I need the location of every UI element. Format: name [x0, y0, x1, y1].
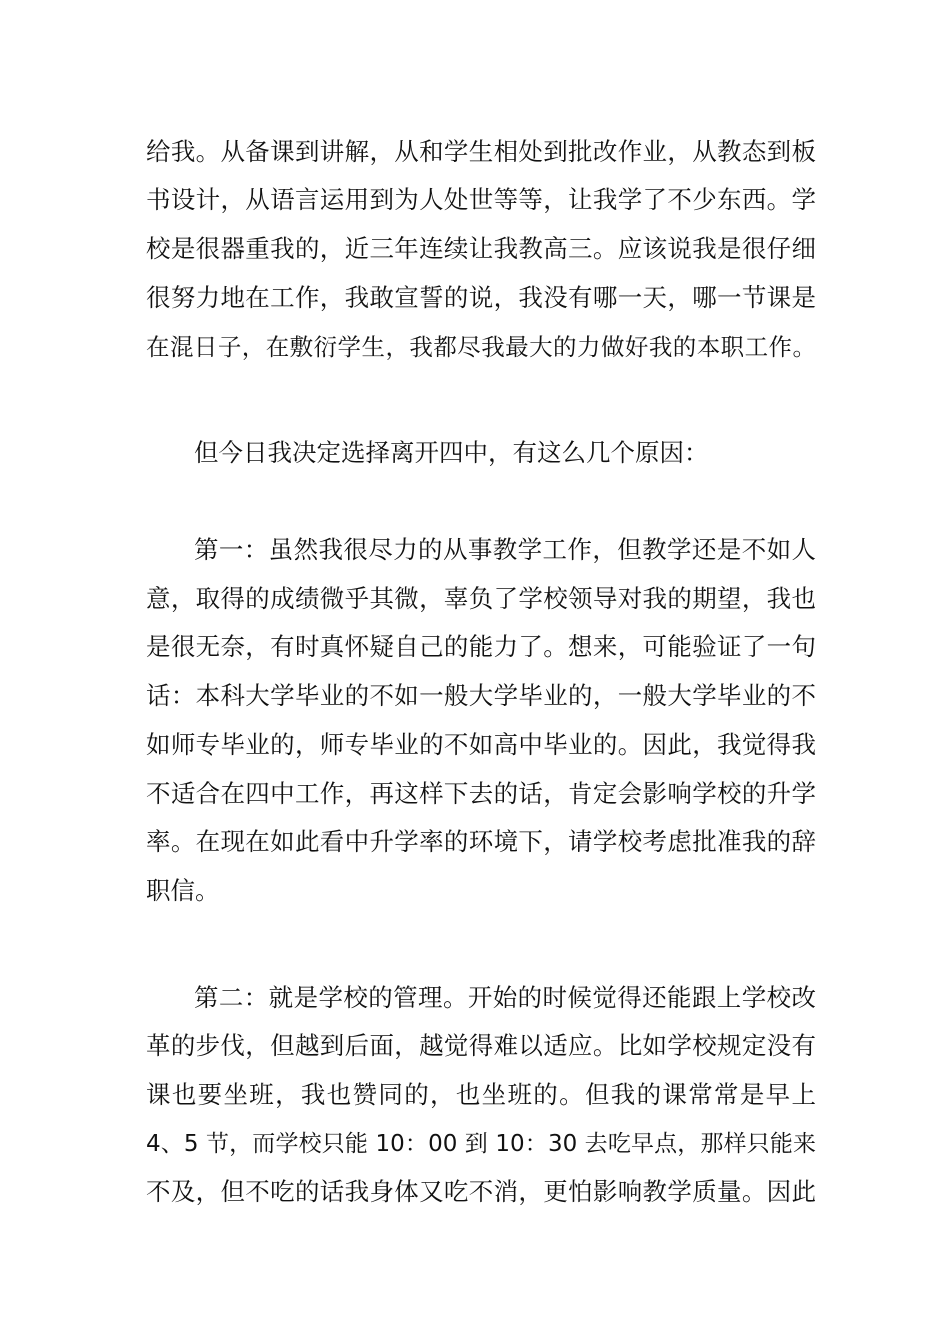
paragraph-3-line-3: 是很无奈，有时真怀疑自己的能力了。想来，可能验证了一句 [146, 632, 816, 661]
paragraph-3-line-7: 率。在现在如此看中升学率的环境下，请学校考虑批准我的辞 [146, 827, 816, 856]
paragraph-1-line-5: 在混日子，在敷衍学生，我都尽我最大的力做好我的本职工作。 [146, 333, 816, 361]
paragraph-1-line-1: 给我。从备课到讲解，从和学生相处到批改作业，从教态到板 [146, 137, 816, 166]
paragraph-4-line-5: 不及，但不吃的话我身体又吃不消，更怕影响教学质量。因此 [146, 1177, 816, 1206]
paragraph-3-line-1: 第一：虽然我很尽力的从事教学工作，但教学还是不如人 [194, 535, 816, 564]
paragraph-1-line-2: 书设计，从语言运用到为人处世等等，让我学了不少东西。学 [146, 185, 816, 214]
paragraph-3-line-5: 如师专毕业的，师专毕业的不如高中毕业的。因此，我觉得我 [146, 730, 816, 759]
paragraph-3-line-2: 意，取得的成绩微乎其微，辜负了学校领导对我的期望，我也 [146, 584, 816, 613]
paragraph-4-line-1: 第二：就是学校的管理。开始的时候觉得还能跟上学校改 [194, 983, 816, 1012]
paragraph-3-line-8: 职信。 [146, 876, 220, 905]
paragraph-3-line-4: 话：本科大学毕业的不如一般大学毕业的，一般大学毕业的不 [146, 681, 816, 710]
paragraph-4-line-3: 课也要坐班，我也赞同的，也坐班的。但我的课常常是早上 [146, 1080, 816, 1109]
paragraph-4-line-4: 4、5 节，而学校只能 10：00 到 10：30 去吃早点，那样只能来 [146, 1131, 816, 1157]
paragraph-4-line-2: 革的步伐，但越到后面，越觉得难以适应。比如学校规定没有 [146, 1031, 816, 1060]
paragraph-3-line-6: 不适合在四中工作，再这样下去的话，肯定会影响学校的升学 [146, 779, 816, 808]
paragraph-2-line-1: 但今日我决定选择离开四中，有这么几个原因： [194, 438, 709, 467]
paragraph-1-line-4: 很努力地在工作，我敢宣誓的说，我没有哪一天，哪一节课是 [146, 283, 816, 312]
paragraph-1-line-3: 校是很器重我的，近三年连续让我教高三。应该说我是很仔细 [146, 234, 816, 263]
